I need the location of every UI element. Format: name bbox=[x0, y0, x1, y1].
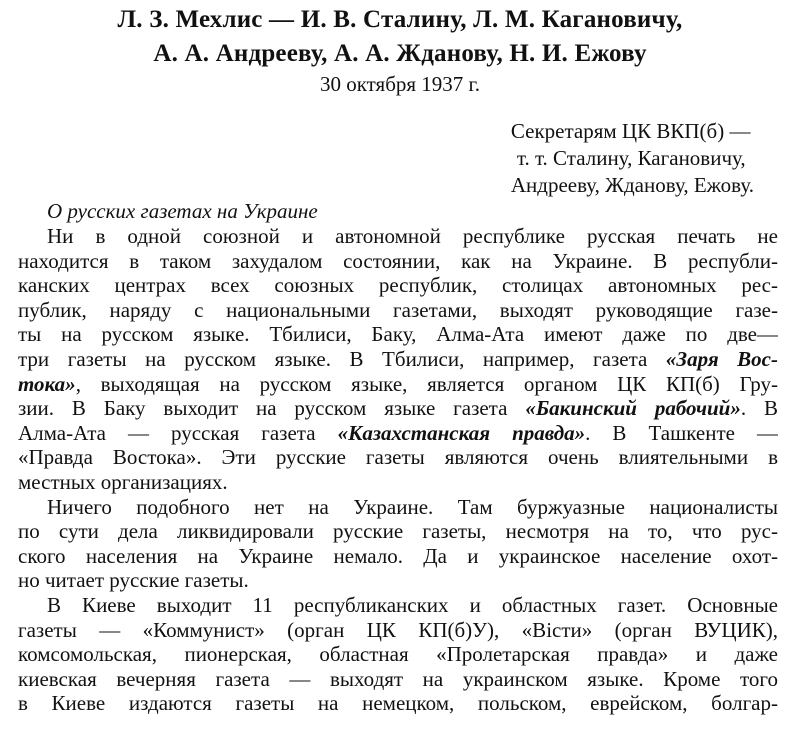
text-segment: Алма-Ата — русская газета bbox=[18, 420, 338, 445]
text-line: ты на русском языке. Тбилиси, Баку, Алма-Ата имеют даже по две— bbox=[18, 322, 778, 347]
text-line: но читает русские газеты. bbox=[18, 568, 249, 593]
text-line: комсомольская, пионерская, областная «Пролетарская правда» и даже bbox=[18, 642, 778, 667]
document-subject: О русских газетах на Украине bbox=[47, 199, 318, 223]
text-line: «Правда Востока». Эти русские газеты являются очень влиятельными в bbox=[18, 445, 778, 470]
newspaper-title: тока» bbox=[18, 371, 76, 396]
text-segment: зии. В Баку выходит на русском языке газета bbox=[18, 396, 526, 421]
text-line: в Киеве издаются газеты на немецком, польском, еврейском, болгар- bbox=[18, 691, 778, 716]
newspaper-title: «Заря Вос- bbox=[665, 346, 778, 371]
text-line: В Киеве выходит 11 республиканских и областных газет. Основные bbox=[47, 592, 778, 617]
text-line: публик, наряду с национальными газетами, выходят руководящие газе- bbox=[18, 297, 778, 322]
text-line: находится в таком захудалом состоянии, как на Украине. В республи- bbox=[18, 248, 778, 273]
newspaper-title: «Казахстанская правда» bbox=[337, 420, 586, 445]
addressee-line: Секретарям ЦК ВКП(б) — bbox=[510, 119, 751, 143]
text-line bbox=[18, 372, 778, 397]
text-segment: три газеты на русском языке. В Тбилиси, например, газета bbox=[18, 346, 666, 371]
text-line: газеты — «Коммунист» (орган ЦК КП(б)У), «Вісти» (орган ВУЦИК), bbox=[18, 617, 778, 642]
text-line bbox=[18, 347, 778, 372]
document-title-line-2: А. А. Андрееву, А. А. Жданову, Н. И. Ежову bbox=[153, 40, 647, 67]
text-line: Ничего подобного нет на Украине. Там буржуазные националисты bbox=[47, 494, 778, 519]
text-line bbox=[18, 396, 778, 421]
newspaper-title: «Бакинский рабочий» bbox=[525, 396, 741, 421]
document-date: 30 октября 1937 г. bbox=[319, 72, 481, 96]
document-title-line-1: Л. З. Мехлис — И. В. Сталину, Л. М. Кагановичу, bbox=[117, 6, 683, 33]
addressee-line: Андрееву, Жданову, Ежову. bbox=[510, 173, 754, 197]
addressee-line: т. т. Сталину, Кагановичу, bbox=[516, 146, 746, 170]
text-segment: . В Ташкенте — bbox=[585, 420, 778, 445]
text-line: киевская вечерняя газета — выходят на украинском языке. Кроме того bbox=[18, 666, 778, 691]
text-line: Ни в одной союзной и автономной республике русская печать не bbox=[47, 224, 778, 248]
text-line: местных организациях. bbox=[18, 469, 228, 494]
addressee-block bbox=[511, 118, 754, 199]
text-line: по сути дела ликвидировали русские газеты, несмотря на то, что рус- bbox=[18, 519, 778, 544]
document-body bbox=[18, 224, 778, 716]
text-segment: , выходящая на русском языке, является органом ЦК КП(б) Гру- bbox=[75, 371, 778, 396]
text-line bbox=[18, 421, 778, 446]
text-line: ского населения на Украине немало. Да и украинское население охот- bbox=[18, 543, 778, 568]
text-segment: . В bbox=[740, 396, 778, 421]
text-line: канских центрах всех союзных республик, столицах автономных рес- bbox=[18, 273, 778, 298]
